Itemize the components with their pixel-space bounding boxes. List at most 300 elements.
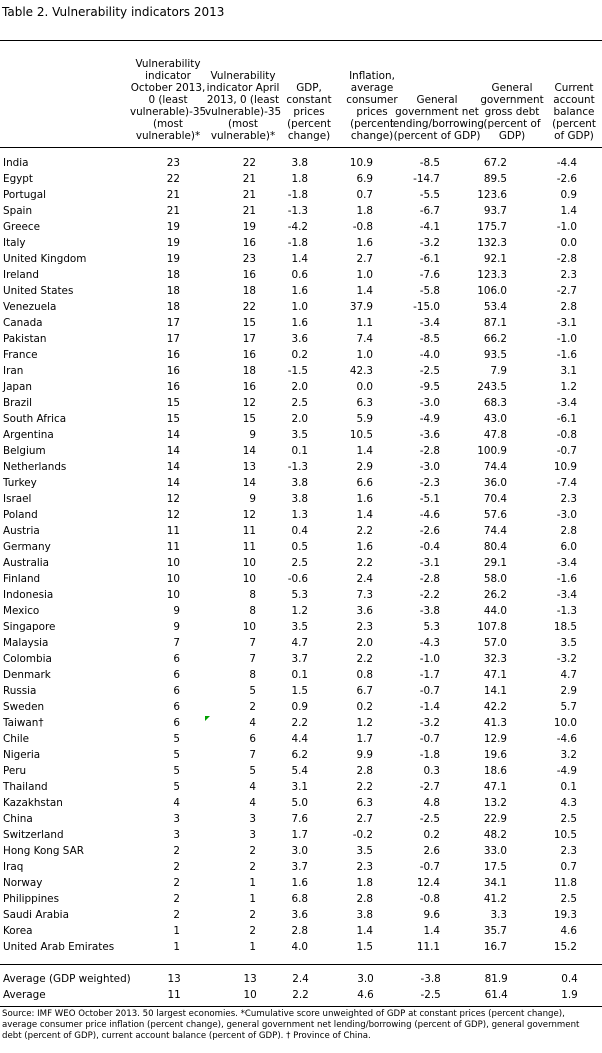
- value-cell: 2: [249, 845, 256, 857]
- value-cell: 5: [173, 749, 180, 761]
- value-cell: 17: [166, 333, 180, 345]
- value-cell: 17.5: [483, 861, 507, 873]
- value-cell: -3.6: [419, 429, 440, 441]
- value-cell: 11.8: [553, 877, 577, 889]
- country-cell: Australia: [3, 557, 49, 569]
- table-row: [0, 555, 577, 571]
- table-row: [0, 331, 577, 347]
- value-cell: 2.3: [560, 269, 577, 281]
- value-cell: 1.4: [560, 205, 577, 217]
- value-cell: 6.2: [291, 749, 308, 761]
- value-cell: 26.2: [483, 589, 507, 601]
- value-cell: 5.7: [560, 701, 577, 713]
- value-cell: 15: [166, 413, 180, 425]
- value-cell: -3.2: [419, 717, 440, 729]
- value-cell: 14: [166, 461, 180, 473]
- value-cell: 3.7: [291, 653, 308, 665]
- value-cell: 23: [242, 253, 256, 265]
- table-row: [0, 267, 577, 283]
- value-cell: 44.0: [483, 605, 507, 617]
- value-cell: 1: [249, 877, 256, 889]
- table-row: [0, 475, 577, 491]
- value-cell: 15: [166, 397, 180, 409]
- value-cell: 21: [242, 173, 256, 185]
- value-cell: 0.2: [356, 701, 373, 713]
- value-cell: -5.8: [419, 285, 440, 297]
- value-cell: -0.7: [556, 445, 577, 457]
- value-cell: 47.1: [483, 781, 507, 793]
- header-current-account: Current account balance (percent of GDP): [552, 82, 596, 142]
- country-cell: Average: [3, 989, 46, 1001]
- value-cell: 4.6: [357, 989, 374, 1001]
- value-cell: 18: [242, 285, 256, 297]
- value-cell: 175.7: [477, 221, 507, 233]
- country-cell: Israel: [3, 493, 32, 505]
- table-row: [0, 859, 577, 875]
- country-cell: Kazakhstan: [3, 797, 63, 809]
- value-cell: 1.2: [560, 381, 577, 393]
- country-cell: United Kingdom: [3, 253, 87, 265]
- table-row: [0, 459, 577, 475]
- value-cell: 5: [173, 781, 180, 793]
- value-cell: 5.3: [291, 589, 308, 601]
- value-cell: 0.9: [560, 189, 577, 201]
- value-cell: -6.1: [419, 253, 440, 265]
- table-row: [0, 523, 577, 539]
- value-cell: 93.5: [483, 349, 507, 361]
- value-cell: -3.4: [419, 317, 440, 329]
- country-cell: United Arab Emirates: [3, 941, 115, 953]
- country-cell: Taiwan†: [3, 717, 44, 729]
- value-cell: 106.0: [477, 285, 507, 297]
- value-cell: 18: [166, 301, 180, 313]
- value-cell: 1.6: [356, 493, 373, 505]
- value-cell: 2.8: [356, 765, 373, 777]
- country-cell: Greece: [3, 221, 40, 233]
- value-cell: -3.4: [556, 589, 577, 601]
- table-title: Table 2. Vulnerability indicators 2013: [2, 5, 225, 19]
- value-cell: 6.3: [356, 397, 373, 409]
- value-cell: 4: [173, 797, 180, 809]
- country-cell: Russia: [3, 685, 37, 697]
- value-cell: 43.0: [483, 413, 507, 425]
- value-cell: 11.1: [416, 941, 440, 953]
- value-cell: 37.9: [349, 301, 373, 313]
- value-cell: 5.4: [291, 765, 308, 777]
- value-cell: 2.4: [292, 973, 309, 985]
- value-cell: -2.5: [419, 813, 440, 825]
- value-cell: 1.4: [356, 509, 373, 521]
- value-cell: 2.8: [560, 525, 577, 537]
- country-cell: Indonesia: [3, 589, 54, 601]
- value-cell: 3.1: [291, 781, 308, 793]
- value-cell: 3.8: [291, 477, 308, 489]
- value-cell: 2.0: [291, 381, 308, 393]
- country-cell: Belgium: [3, 445, 46, 457]
- value-cell: 87.1: [483, 317, 507, 329]
- value-cell: 3: [249, 813, 256, 825]
- country-cell: Pakistan: [3, 333, 47, 345]
- value-cell: 57.6: [483, 509, 507, 521]
- value-cell: 2: [249, 701, 256, 713]
- value-cell: 1.6: [291, 877, 308, 889]
- data-table: [0, 155, 577, 955]
- country-cell: Turkey: [3, 477, 37, 489]
- value-cell: 2.3: [356, 621, 373, 633]
- value-cell: -8.5: [419, 157, 440, 169]
- country-cell: Philippines: [3, 893, 59, 905]
- value-cell: -2.7: [419, 781, 440, 793]
- value-cell: 9: [249, 493, 256, 505]
- value-cell: 5.9: [356, 413, 373, 425]
- value-cell: 12: [242, 509, 256, 521]
- value-cell: -4.9: [556, 765, 577, 777]
- value-cell: 1.4: [356, 925, 373, 937]
- value-cell: -3.2: [419, 237, 440, 249]
- value-cell: 47.1: [483, 669, 507, 681]
- table-row: [0, 315, 577, 331]
- value-cell: 14: [242, 445, 256, 457]
- header-inflation: Inflation, average consumer prices (percent change): [346, 70, 398, 142]
- value-cell: -4.0: [419, 349, 440, 361]
- country-cell: Saudi Arabia: [3, 909, 69, 921]
- country-cell: Thailand: [3, 781, 48, 793]
- value-cell: 2.5: [291, 397, 308, 409]
- value-cell: 1.6: [291, 285, 308, 297]
- value-cell: 70.4: [483, 493, 507, 505]
- value-cell: 13: [167, 973, 181, 985]
- value-cell: 7.9: [490, 365, 507, 377]
- country-cell: Iraq: [3, 861, 24, 873]
- value-cell: -3.0: [419, 461, 440, 473]
- value-cell: 21: [242, 205, 256, 217]
- value-cell: -3.8: [419, 605, 440, 617]
- value-cell: 1.6: [291, 317, 308, 329]
- value-cell: -2.5: [420, 989, 441, 1001]
- value-cell: 8: [249, 589, 256, 601]
- country-cell: Mexico: [3, 605, 40, 617]
- comment-marker-icon: [205, 716, 210, 721]
- value-cell: 6: [173, 653, 180, 665]
- value-cell: 1.0: [356, 269, 373, 281]
- value-cell: -2.5: [419, 365, 440, 377]
- table-row: [0, 811, 577, 827]
- value-cell: -4.1: [419, 221, 440, 233]
- value-cell: 13: [243, 973, 257, 985]
- table-row: [0, 395, 577, 411]
- value-cell: 15: [242, 413, 256, 425]
- value-cell: 11: [166, 541, 180, 553]
- country-cell: Nigeria: [3, 749, 41, 761]
- table-row: [0, 539, 577, 555]
- country-cell: China: [3, 813, 33, 825]
- value-cell: 0.7: [356, 189, 373, 201]
- value-cell: 35.7: [483, 925, 507, 937]
- value-cell: -2.8: [556, 253, 577, 265]
- value-cell: 0.8: [356, 669, 373, 681]
- value-cell: 9.6: [423, 909, 440, 921]
- table-row: [0, 571, 577, 587]
- value-cell: -1.0: [556, 221, 577, 233]
- country-cell: India: [3, 157, 29, 169]
- value-cell: 1.0: [356, 349, 373, 361]
- value-cell: -7.4: [556, 477, 577, 489]
- country-cell: Egypt: [3, 173, 33, 185]
- value-cell: 1: [249, 941, 256, 953]
- value-cell: 58.0: [483, 573, 507, 585]
- header-vuln-oct: Vulnerability indicator October 2013, 0 (least vulnerable)-35 (most vulnerable)*: [129, 58, 207, 142]
- value-cell: 10: [166, 573, 180, 585]
- country-cell: Hong Kong SAR: [3, 845, 84, 857]
- average-row: [0, 971, 578, 987]
- value-cell: 10.5: [349, 429, 373, 441]
- value-cell: 1: [173, 925, 180, 937]
- value-cell: -1.8: [287, 237, 308, 249]
- value-cell: 3.7: [291, 861, 308, 873]
- value-cell: 74.4: [483, 525, 507, 537]
- value-cell: 2.8: [560, 301, 577, 313]
- table-row: [0, 619, 577, 635]
- value-cell: 7: [249, 749, 256, 761]
- value-cell: -5.1: [419, 493, 440, 505]
- value-cell: 2.5: [560, 893, 577, 905]
- value-cell: 123.6: [477, 189, 507, 201]
- value-cell: -9.5: [419, 381, 440, 393]
- value-cell: 10: [242, 573, 256, 585]
- table-row: [0, 251, 577, 267]
- value-cell: 14: [242, 477, 256, 489]
- value-cell: 22.9: [483, 813, 507, 825]
- value-cell: 5: [173, 733, 180, 745]
- value-cell: 1.5: [291, 685, 308, 697]
- value-cell: 3.0: [357, 973, 374, 985]
- value-cell: -1.3: [556, 605, 577, 617]
- country-cell: Norway: [3, 877, 43, 889]
- value-cell: -7.6: [419, 269, 440, 281]
- value-cell: 1.3: [291, 509, 308, 521]
- value-cell: 0.2: [291, 349, 308, 361]
- source-note: Source: IMF WEO October 2013. 50 largest economies. *Cumulative score unweighted of GDP at constant prices (percent change), average consumer price inflation (percent change), general government net lending/borrowing (percent of GDP), general government debt (percent of GDP), current account balance (percent of GDP). † Province of China.: [2, 1009, 580, 1041]
- value-cell: -2.6: [556, 173, 577, 185]
- value-cell: 19.3: [553, 909, 577, 921]
- value-cell: 3.6: [291, 909, 308, 921]
- value-cell: 29.1: [483, 557, 507, 569]
- value-cell: 2.9: [356, 461, 373, 473]
- header-vuln-apr: Vulnerability indicator April 2013, 0 (least vulnerable)-35 (most vulnerable)*: [204, 70, 282, 142]
- country-cell: France: [3, 349, 38, 361]
- value-cell: 1.8: [356, 877, 373, 889]
- value-cell: -4.3: [419, 637, 440, 649]
- value-cell: 3: [173, 829, 180, 841]
- value-cell: 3.3: [490, 909, 507, 921]
- avg-rule: [0, 964, 602, 965]
- value-cell: 18: [242, 365, 256, 377]
- value-cell: -1.8: [419, 749, 440, 761]
- table-row: [0, 491, 577, 507]
- country-cell: Spain: [3, 205, 33, 217]
- value-cell: 107.8: [477, 621, 507, 633]
- table-row: [0, 171, 577, 187]
- value-cell: 13.2: [483, 797, 507, 809]
- value-cell: 19: [166, 221, 180, 233]
- value-cell: 3.1: [560, 365, 577, 377]
- value-cell: -2.3: [419, 477, 440, 489]
- table-row: [0, 155, 577, 171]
- value-cell: -0.7: [419, 861, 440, 873]
- table-row: [0, 203, 577, 219]
- value-cell: 5: [173, 765, 180, 777]
- value-cell: 0.1: [560, 781, 577, 793]
- value-cell: 6.7: [356, 685, 373, 697]
- value-cell: -1.6: [556, 573, 577, 585]
- value-cell: -1.8: [287, 189, 308, 201]
- value-cell: 3.8: [356, 909, 373, 921]
- value-cell: 2.3: [356, 861, 373, 873]
- country-cell: Finland: [3, 573, 41, 585]
- value-cell: -1.5: [287, 365, 308, 377]
- value-cell: 4.6: [560, 925, 577, 937]
- value-cell: 47.8: [483, 429, 507, 441]
- value-cell: 12: [242, 397, 256, 409]
- value-cell: 19: [166, 253, 180, 265]
- value-cell: -2.8: [419, 573, 440, 585]
- value-cell: 0.2: [423, 829, 440, 841]
- value-cell: 18: [166, 285, 180, 297]
- country-cell: Argentina: [3, 429, 54, 441]
- value-cell: 3.5: [291, 429, 308, 441]
- value-cell: 2: [249, 909, 256, 921]
- value-cell: 1.8: [356, 205, 373, 217]
- value-cell: 21: [242, 189, 256, 201]
- table-row: [0, 667, 577, 683]
- table-row: [0, 907, 577, 923]
- value-cell: 2.2: [356, 781, 373, 793]
- table-row: [0, 779, 577, 795]
- value-cell: 3.0: [291, 845, 308, 857]
- value-cell: -5.5: [419, 189, 440, 201]
- country-cell: Average (GDP weighted): [3, 973, 131, 985]
- value-cell: 10: [166, 557, 180, 569]
- value-cell: 16.7: [483, 941, 507, 953]
- value-cell: 2: [173, 845, 180, 857]
- table-row: [0, 843, 577, 859]
- value-cell: -3.0: [419, 397, 440, 409]
- value-cell: 10.9: [349, 157, 373, 169]
- value-cell: 0.7: [560, 861, 577, 873]
- country-cell: Switzerland: [3, 829, 64, 841]
- value-cell: 10: [242, 557, 256, 569]
- table-row: [0, 507, 577, 523]
- value-cell: 1: [173, 941, 180, 953]
- value-cell: -3.4: [556, 557, 577, 569]
- table-row: [0, 299, 577, 315]
- value-cell: 48.2: [483, 829, 507, 841]
- value-cell: 0.0: [560, 237, 577, 249]
- value-cell: 6.9: [356, 173, 373, 185]
- value-cell: 3: [249, 829, 256, 841]
- value-cell: -3.8: [420, 973, 441, 985]
- value-cell: 2: [173, 877, 180, 889]
- value-cell: 1.4: [423, 925, 440, 937]
- value-cell: 16: [242, 349, 256, 361]
- value-cell: 22: [242, 301, 256, 313]
- table-row: [0, 891, 577, 907]
- value-cell: 5: [249, 685, 256, 697]
- value-cell: 41.2: [483, 893, 507, 905]
- country-cell: Poland: [3, 509, 38, 521]
- value-cell: 132.3: [477, 237, 507, 249]
- value-cell: -3.1: [556, 317, 577, 329]
- value-cell: -1.0: [419, 653, 440, 665]
- country-cell: Netherlands: [3, 461, 67, 473]
- value-cell: 6: [173, 701, 180, 713]
- value-cell: 1.1: [356, 317, 373, 329]
- table-row: [0, 763, 577, 779]
- country-cell: Peru: [3, 765, 27, 777]
- value-cell: -6.1: [556, 413, 577, 425]
- value-cell: -1.7: [419, 669, 440, 681]
- value-cell: 2: [173, 861, 180, 873]
- value-cell: -2.7: [556, 285, 577, 297]
- value-cell: 61.4: [484, 989, 508, 1001]
- value-cell: -1.3: [287, 205, 308, 217]
- table-row: [0, 795, 577, 811]
- value-cell: 17: [166, 317, 180, 329]
- value-cell: 1.7: [291, 829, 308, 841]
- value-cell: 2: [173, 893, 180, 905]
- value-cell: 1.4: [356, 445, 373, 457]
- table-row: [0, 875, 577, 891]
- value-cell: 3.6: [291, 333, 308, 345]
- table-row: [0, 651, 577, 667]
- value-cell: -2.2: [419, 589, 440, 601]
- value-cell: 12.9: [483, 733, 507, 745]
- value-cell: 2.2: [292, 989, 309, 1001]
- value-cell: 13: [242, 461, 256, 473]
- value-cell: 12: [166, 493, 180, 505]
- value-cell: 6: [173, 717, 180, 729]
- value-cell: 93.7: [483, 205, 507, 217]
- value-cell: 11: [167, 989, 181, 1001]
- value-cell: 4.3: [560, 797, 577, 809]
- value-cell: 89.5: [483, 173, 507, 185]
- value-cell: 0.1: [291, 669, 308, 681]
- value-cell: -3.2: [556, 653, 577, 665]
- value-cell: 4.0: [291, 941, 308, 953]
- value-cell: 1.5: [356, 941, 373, 953]
- value-cell: 66.2: [483, 333, 507, 345]
- value-cell: 3.2: [560, 749, 577, 761]
- value-cell: 92.1: [483, 253, 507, 265]
- value-cell: 19: [166, 237, 180, 249]
- value-cell: 18.6: [483, 765, 507, 777]
- value-cell: 1.7: [356, 733, 373, 745]
- value-cell: 1.4: [356, 285, 373, 297]
- value-cell: 4: [249, 797, 256, 809]
- value-cell: 7: [173, 637, 180, 649]
- value-cell: -2.6: [419, 525, 440, 537]
- value-cell: 22: [242, 157, 256, 169]
- value-cell: 7.4: [356, 333, 373, 345]
- value-cell: -1.4: [419, 701, 440, 713]
- country-cell: Austria: [3, 525, 40, 537]
- value-cell: 6.0: [560, 541, 577, 553]
- value-cell: -3.1: [419, 557, 440, 569]
- value-cell: 4.7: [560, 669, 577, 681]
- value-cell: 16: [242, 237, 256, 249]
- value-cell: 2.7: [356, 253, 373, 265]
- value-cell: 16: [166, 349, 180, 361]
